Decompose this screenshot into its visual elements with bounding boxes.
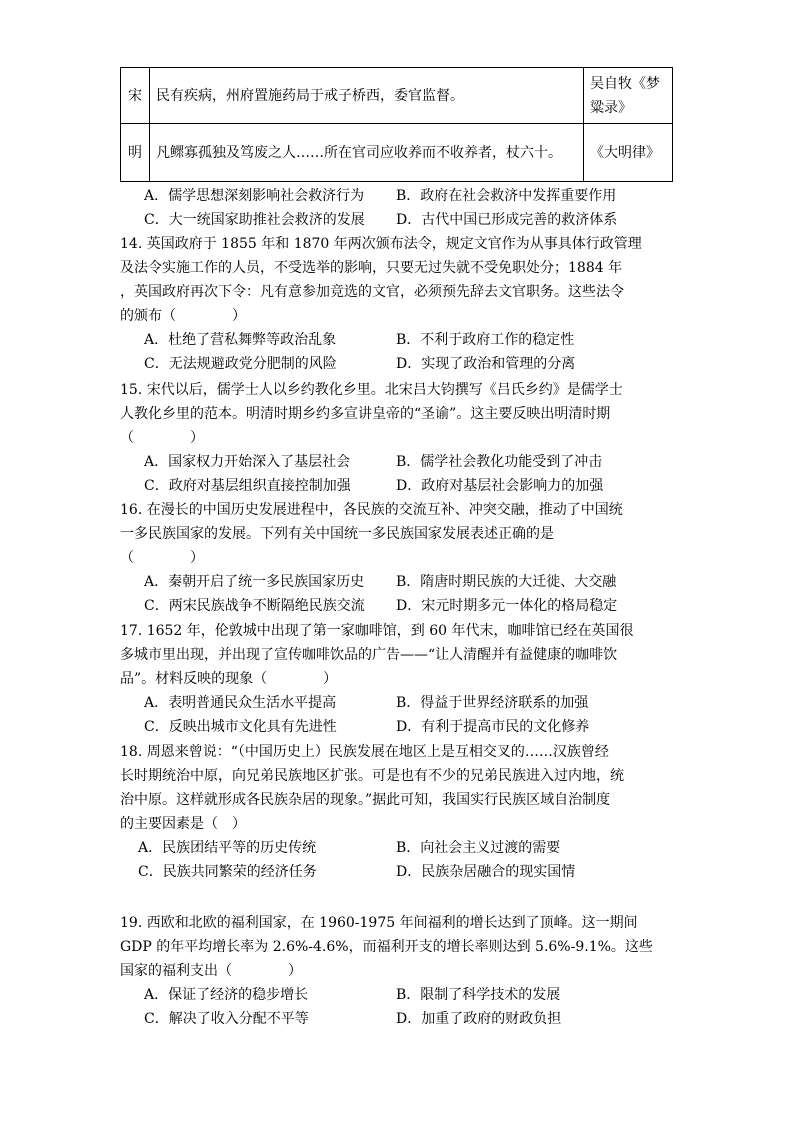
option-b[interactable]: B．向社会主义过渡的需要 bbox=[396, 840, 561, 856]
question-stem-line: 国家的福利支出（ ） bbox=[120, 963, 302, 979]
option-c[interactable]: C．两宋民族战争不断隔绝民族交流 bbox=[144, 598, 365, 614]
content-cell: 民有疾病，州府置施药局于戒子桥西，委官监督。 bbox=[150, 68, 584, 124]
question-stem-line: 及法令实施工作的人员，不受选举的影响，只要无过失就不受免职处分；1884 年 bbox=[120, 260, 623, 276]
question-13 bbox=[120, 184, 675, 232]
question-stem-line: 16. 在漫长的中国历史发展进程中，各民族的交流互补、冲突交融，推动了中国统 bbox=[120, 502, 623, 518]
option-c[interactable]: C．大一统国家助推社会救济的发展 bbox=[144, 212, 365, 228]
question-stem-line: 18. 周恩来曾说：“（中国历史上）民族发展在地区上是互相交叉的……汉族曾经 bbox=[120, 744, 609, 760]
question-stem-line: 多城市里出现，并出现了宣传咖啡饮品的广告——“让人清醒并有益健康的咖啡饮 bbox=[120, 647, 618, 663]
content-cell: 凡鳏寡孤独及笃废之人……所在官司应收养而不收养者，杖六十。 bbox=[150, 124, 584, 182]
option-c[interactable]: C．反映出城市文化具有先进性 bbox=[144, 719, 337, 735]
dynasty-cell: 明 bbox=[121, 124, 150, 182]
option-b[interactable]: B．不利于政府工作的稳定性 bbox=[396, 332, 575, 348]
option-a[interactable]: A．儒学思想深刻影响社会救济行为 bbox=[144, 188, 365, 204]
question-stem-line: 的主要因素是（ ） bbox=[120, 816, 246, 832]
option-c[interactable]: C．民族共同繁荣的经济任务 bbox=[138, 864, 317, 880]
option-c[interactable]: C．解决了收入分配不平等 bbox=[144, 1011, 309, 1027]
dynasty-cell: 宋 bbox=[121, 68, 150, 124]
question-16 bbox=[120, 498, 675, 618]
question-stem-line: 人教化乡里的范本。明清时期乡约多宣讲皇帝的“圣谕”。这主要反映出明清时期 bbox=[120, 406, 611, 422]
option-row bbox=[120, 836, 675, 860]
option-d[interactable]: D．古代中国已形成完善的救济体系 bbox=[396, 212, 618, 228]
question-18 bbox=[120, 740, 675, 884]
question-stem-line: 的颁布（ ） bbox=[120, 308, 246, 324]
option-b[interactable]: B．儒学社会教化功能受到了冲击 bbox=[396, 454, 603, 470]
option-row bbox=[120, 570, 675, 594]
option-row bbox=[120, 208, 675, 232]
question-stem-line: 15. 宋代以后，儒学士人以乡约教化乡里。北宋吕大钧撰写《吕氏乡约》是儒学士 bbox=[120, 382, 623, 398]
source-cell: 吴自牧《梦粱录》 bbox=[584, 68, 673, 124]
question-17 bbox=[120, 619, 675, 739]
question-stem-line: 治中原。这样就形成各民族杂居的现象。”据此可知，我国实行民族区域自治制度 bbox=[120, 792, 611, 808]
option-row bbox=[120, 328, 675, 352]
option-d[interactable]: D．有利于提高市民的文化修养 bbox=[396, 719, 590, 735]
question-stem-line: 17. 1652 年，伦敦城中出现了第一家咖啡馆，到 60 年代末，咖啡馆已经在英国很 bbox=[120, 623, 634, 639]
question-15 bbox=[120, 378, 675, 498]
question-stem-line: GDP 的年平均增长率为 2.6%-4.6%，而福利开支的增长率则达到 5.6%-9.1%。这些 bbox=[120, 939, 653, 955]
option-row bbox=[120, 860, 675, 884]
question-stem-line: （ ） bbox=[120, 430, 204, 446]
option-a[interactable]: A．杜绝了营私舞弊等政治乱象 bbox=[144, 332, 337, 348]
question-stem-line: （ ） bbox=[120, 550, 204, 566]
source-cell: 《大明律》 bbox=[584, 124, 673, 182]
option-c[interactable]: C．政府对基层组织直接控制加强 bbox=[144, 478, 351, 494]
question-stem-line: 14. 英国政府于 1855 年和 1870 年两次颁布法令，规定文官作为从事具体行政管理 bbox=[120, 236, 642, 252]
option-a[interactable]: A．国家权力开始深入了基层社会 bbox=[144, 454, 351, 470]
option-b[interactable]: B．限制了科学技术的发展 bbox=[396, 987, 561, 1003]
option-a[interactable]: A．保证了经济的稳步增长 bbox=[144, 987, 309, 1003]
question-stem-line: 一多民族国家的发展。下列有关中国统一多民族国家发展表述正确的是 bbox=[120, 526, 554, 542]
option-row bbox=[120, 1007, 675, 1031]
option-a[interactable]: A．民族团结平等的历史传统 bbox=[138, 840, 317, 856]
option-d[interactable]: D．加重了政府的财政负担 bbox=[396, 1011, 562, 1027]
table-row bbox=[121, 124, 673, 182]
option-b[interactable]: B．得益于世界经济联系的加强 bbox=[396, 695, 589, 711]
option-row bbox=[120, 983, 675, 1007]
option-row bbox=[120, 474, 675, 498]
option-a[interactable]: A．秦朝开启了统一多民族国家历史 bbox=[144, 574, 365, 590]
option-b[interactable]: B．隋唐时期民族的大迁徙、大交融 bbox=[396, 574, 617, 590]
option-row bbox=[120, 450, 675, 474]
option-row bbox=[120, 594, 675, 618]
option-row bbox=[120, 691, 675, 715]
option-d[interactable]: D．政府对基层社会影响力的加强 bbox=[396, 478, 604, 494]
option-row bbox=[120, 715, 675, 739]
question-19 bbox=[120, 911, 675, 1031]
option-c[interactable]: C．无法规避政党分肥制的风险 bbox=[144, 356, 337, 372]
question-14 bbox=[120, 232, 675, 376]
option-d[interactable]: D．实现了政治和管理的分离 bbox=[396, 356, 576, 372]
option-d[interactable]: D．民族杂居融合的现实国情 bbox=[396, 864, 576, 880]
question-stem-line: ，英国政府再次下令：凡有意参加竞选的文官，必须预先辞去文官职务。这些法令 bbox=[120, 284, 624, 300]
option-d[interactable]: D．宋元时期多元一体化的格局稳定 bbox=[396, 598, 618, 614]
question-stem-line: 品”。材料反映的现象（ ） bbox=[120, 671, 338, 687]
question-stem-line: 长时期统治中原，向兄弟民族地区扩张。可是也有不少的兄弟民族进入过内地，统 bbox=[120, 768, 624, 784]
option-row bbox=[120, 184, 675, 208]
option-b[interactable]: B．政府在社会救济中发挥重要作用 bbox=[396, 188, 617, 204]
option-a[interactable]: A．表明普通民众生活水平提高 bbox=[144, 695, 337, 711]
option-row bbox=[120, 352, 675, 376]
table-row bbox=[121, 68, 673, 124]
question-stem-line: 19. 西欧和北欧的福利国家，在 1960-1975 年间福利的增长达到了顶峰。这一期间 bbox=[120, 915, 638, 931]
source-table bbox=[120, 67, 673, 182]
